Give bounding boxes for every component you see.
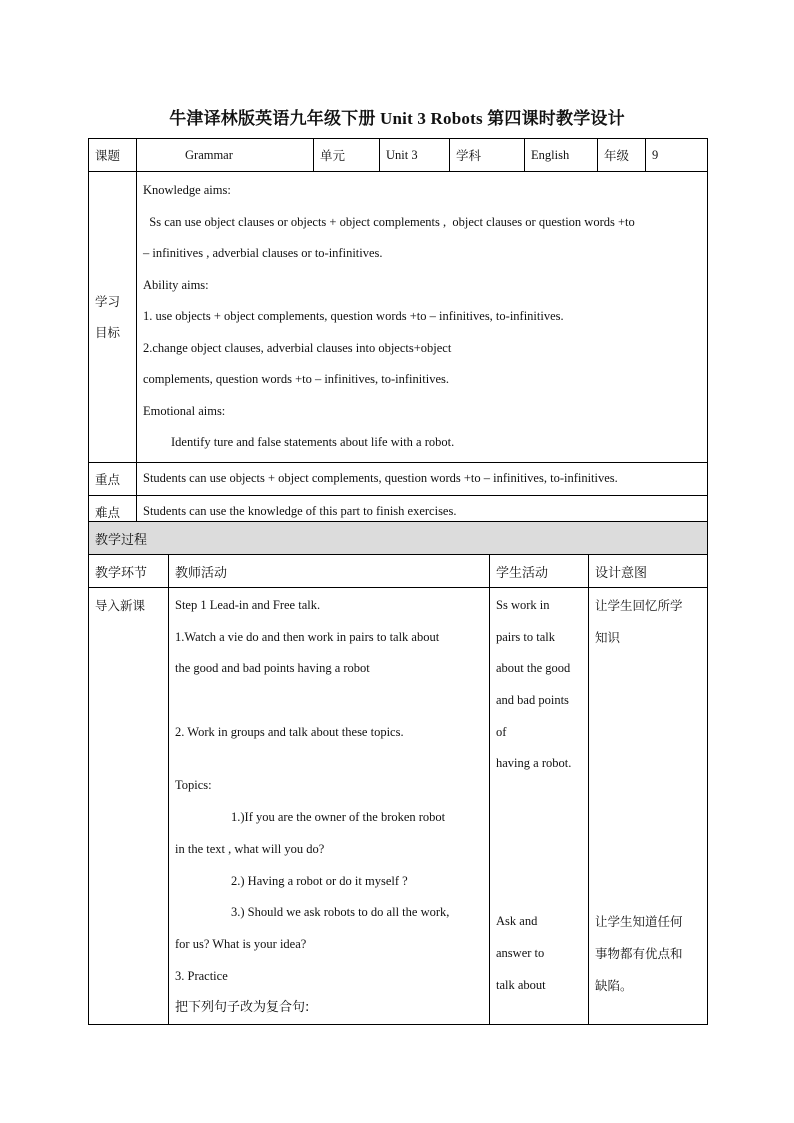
objective-line: Ss can use object clauses or objects + object complements , object clauses or question words +to (143, 214, 635, 229)
intent-line: 事物都有优点和 (595, 946, 683, 962)
student-line: answer to (496, 945, 545, 960)
grade-value: 9 (646, 139, 708, 172)
design-intent-cell (589, 588, 708, 1025)
objective-line: Emotional aims: (143, 403, 226, 418)
intent-line: 让学生知道任何 (595, 914, 683, 930)
intent-line: 知识 (595, 629, 621, 645)
process-band-title: 教学过程 (89, 522, 708, 555)
key-points-row (89, 462, 708, 495)
student-line: Ss work in (496, 598, 550, 612)
teacher-line: 3. Practice (175, 968, 228, 983)
topic-value: Grammar (137, 139, 314, 172)
intent-line: 让学生回忆所学 (595, 598, 683, 613)
key-points-label: 重点 (89, 462, 137, 495)
student-line: and bad points (496, 693, 569, 708)
unit-label: 单元 (314, 139, 380, 172)
header-student-activity: 学生活动 (490, 555, 589, 588)
objectives-label (89, 172, 137, 463)
header-teacher-activity: 教师活动 (169, 555, 490, 588)
teacher-step: Step 1 Lead-in and Free talk. (175, 598, 321, 612)
teacher-line: 把下列句子改为复合句: (175, 1000, 310, 1016)
objective-line: 1. use objects + object complements, question words +to – infinitives, to-infinitives. (143, 309, 564, 323)
header-stage: 教学环节 (89, 555, 169, 588)
difficulties-label: 难点 (89, 495, 137, 528)
teacher-line: in the text , what will you do? (175, 841, 325, 856)
key-points-text: Students can use objects + object complements, question words +to – infinitives, to-infinitives. (137, 462, 708, 495)
objective-line: complements, question words +to – infinitives, to-infinitives. (143, 372, 449, 386)
difficulties-text: Students can use the knowledge of this part to finish exercises. (137, 495, 708, 528)
student-line: about the good (496, 661, 571, 676)
objective-line: Identify ture and false statements about life with a robot. (171, 435, 455, 449)
teaching-process-table (88, 521, 708, 1025)
teacher-line: for us? What is your idea? (175, 936, 307, 951)
intent-line: 缺陷。 (595, 977, 633, 993)
lesson-info-table (88, 138, 708, 529)
unit-value: Unit 3 (380, 139, 450, 172)
subject-value: English (525, 139, 598, 172)
teacher-line: 3.) Should we ask robots to do all the work, (231, 905, 450, 920)
document-title: 牛津译林版英语九年级下册 Unit 3 Robots 第四课时教学设计 (169, 109, 625, 128)
subject-label: 学科 (450, 139, 525, 172)
teacher-activity-cell (169, 588, 490, 1025)
stage-name: 导入新课 (95, 598, 146, 613)
process-header-row (89, 555, 708, 588)
objectives-content (137, 172, 708, 463)
stage-cell (89, 588, 169, 1025)
student-activity-cell (490, 588, 589, 1025)
objectives-row (89, 172, 708, 463)
process-band-row (89, 522, 708, 555)
objectives-label-line2: 目标 (95, 324, 121, 340)
student-line: of (496, 724, 507, 739)
objective-line: Knowledge aims: (143, 183, 231, 197)
student-line: Ask and (496, 914, 538, 929)
student-line: having a robot. (496, 756, 572, 771)
teacher-line: 1.)If you are the owner of the broken robot (231, 810, 446, 825)
teacher-line: 1.Watch a vie do and then work in pairs to talk about (175, 629, 440, 644)
student-line: pairs to talk (496, 629, 556, 644)
objective-line: 2.change object clauses, adverbial clauses into objects+object (143, 340, 452, 355)
teacher-line: 2.) Having a robot or do it myself ? (231, 873, 408, 888)
student-line: talk about (496, 977, 546, 992)
teacher-line: Topics: (175, 778, 212, 793)
header-design-intent: 设计意图 (589, 555, 708, 588)
process-row (89, 588, 708, 1025)
objective-line: Ability aims: (143, 277, 209, 292)
teacher-line: 2. Work in groups and talk about these topics. (175, 724, 404, 739)
topic-label: 课题 (89, 139, 137, 172)
teacher-line: the good and bad points having a robot (175, 661, 370, 676)
objective-line: – infinitives , adverbial clauses or to-infinitives. (143, 246, 383, 260)
objectives-label-line1: 学习 (95, 293, 121, 309)
grade-label: 年级 (598, 139, 646, 172)
info-row (89, 139, 708, 172)
